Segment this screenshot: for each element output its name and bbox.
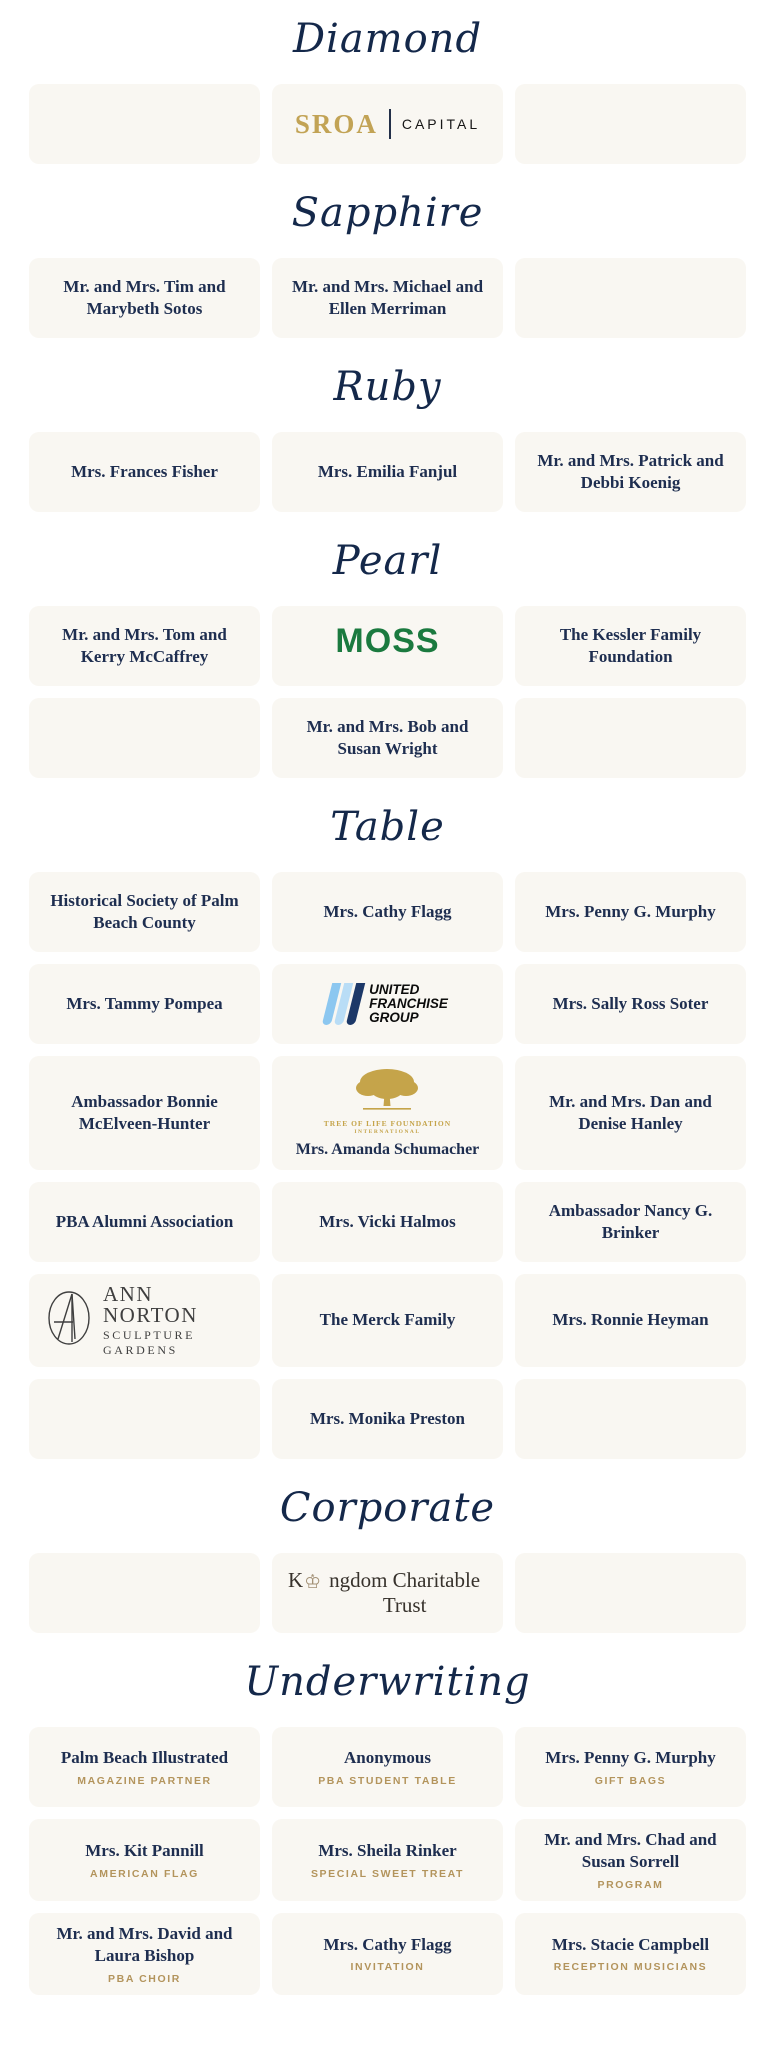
sponsor-card — [515, 1727, 746, 1807]
sponsor-card — [272, 1182, 503, 1262]
ufg-wordmark-line: UNITED — [369, 981, 420, 997]
sponsor-card — [515, 1913, 746, 1995]
sponsor-card — [272, 1819, 503, 1901]
ufg-wordmark-line: GROUP — [369, 1010, 419, 1026]
sponsor-logo-card-moss — [272, 606, 503, 686]
sponsor-card — [515, 1819, 746, 1901]
sponsor-role: MAGAZINE PARTNER — [77, 1774, 212, 1787]
empty-card — [515, 1553, 746, 1633]
sections-root — [29, 16, 746, 1995]
chess-king-icon: ♔ — [304, 1570, 322, 1593]
sponsor-card — [29, 1727, 260, 1807]
sponsor-card — [272, 872, 503, 952]
sponsor-name: Mr. and Mrs. Tim and Marybeth Sotos — [63, 276, 226, 318]
section-table — [29, 804, 746, 1459]
sponsor-card — [515, 606, 746, 686]
sponsor-row — [29, 1379, 746, 1459]
section-pearl — [29, 538, 746, 778]
sponsor-card — [29, 1819, 260, 1901]
sponsor-card — [515, 1274, 746, 1367]
sponsor-card — [29, 872, 260, 952]
sponsor-card — [29, 606, 260, 686]
ufg-wordmark-line: FRANCHISE — [369, 995, 448, 1011]
sponsor-name: Mrs. Sheila Rinker — [318, 1841, 457, 1861]
sponsor-card — [272, 1274, 503, 1367]
sponsor-name: Mrs. Vicki Halmos — [319, 1211, 456, 1231]
kingdom-charitable-trust-logo — [288, 1568, 487, 1618]
sponsor-name: Mr. and Mrs. Tom and Kerry McCaffrey — [62, 624, 227, 666]
empty-card — [515, 1379, 746, 1459]
sponsor-card — [515, 964, 746, 1044]
sponsor-logo-card-treeoflife — [272, 1056, 503, 1170]
moss-logo — [335, 624, 439, 658]
sponsor-role: PBA CHOIR — [108, 1972, 181, 1985]
sponsor-name: Historical Society of Palm Beach County — [50, 890, 239, 932]
sponsor-row — [29, 1819, 746, 1901]
sponsor-name: Mrs. Penny G. Murphy — [545, 901, 716, 921]
sponsor-name: The Kessler Family Foundation — [559, 624, 702, 666]
sponsor-name: Mrs. Frances Fisher — [71, 461, 218, 481]
sponsor-name: Mrs. Stacie Campbell — [551, 1934, 710, 1954]
sponsor-row — [29, 1056, 746, 1170]
sponsor-card — [272, 258, 503, 338]
sponsor-name: Ambassador Bonnie McElveen-Hunter — [71, 1091, 218, 1134]
sponsor-card — [29, 1182, 260, 1262]
sponsor-role: PBA STUDENT TABLE — [318, 1774, 457, 1787]
sponsor-card — [272, 432, 503, 512]
sponsor-row — [29, 258, 746, 338]
section-corporate — [29, 1485, 746, 1633]
sroa-wordmark: SROA — [294, 108, 378, 139]
sponsor-card — [272, 1727, 503, 1807]
sponsor-card — [29, 964, 260, 1044]
sponsor-row — [29, 872, 746, 952]
tree-of-life-wordmark: TREE OF LIFE FOUNDATION — [323, 1119, 452, 1128]
sponsor-name: PBA Alumni Association — [55, 1211, 234, 1231]
sponsor-card — [29, 1056, 260, 1170]
sponsor-card — [515, 1056, 746, 1170]
sponsor-name: Anonymous — [344, 1748, 431, 1768]
sponsor-card — [272, 698, 503, 778]
sponsor-role: PROGRAM — [597, 1878, 664, 1891]
sponsor-name: Mrs. Tammy Pompea — [66, 993, 223, 1013]
sponsor-name: The Merck Family — [319, 1310, 456, 1330]
sponsor-row — [29, 1913, 746, 1995]
sponsor-card — [29, 432, 260, 512]
sponsor-name: Mr. and Mrs. Chad and Susan Sorrell — [544, 1829, 717, 1872]
sponsor-row — [29, 1727, 746, 1807]
sponsor-logo-card-kingdom — [272, 1553, 503, 1633]
sponsor-row — [29, 1182, 746, 1262]
section-title-ruby: Ruby — [333, 364, 442, 410]
sponsor-role: SPECIAL SWEET TREAT — [310, 1867, 465, 1880]
sponsor-card — [29, 258, 260, 338]
ann-norton-wordmark — [103, 1284, 244, 1357]
sponsor-card — [272, 1913, 503, 1995]
tree-of-life-foundation-logo — [324, 1066, 451, 1135]
section-title-underwriting: Underwriting — [244, 1658, 531, 1705]
section-title-diamond: Diamond — [292, 16, 483, 62]
sponsor-name: Mrs. Penny G. Murphy — [545, 1748, 716, 1768]
empty-card — [515, 698, 746, 778]
sponsor-name: Mrs. Emilia Fanjul — [317, 461, 458, 481]
sponsor-name: Mrs. Amanda Schumacher — [295, 1141, 480, 1158]
tree-of-life-subtitle: INTERNATIONAL — [354, 1129, 421, 1135]
sponsor-name: Mrs. Monika Preston — [309, 1408, 466, 1428]
ann-norton-monogram-icon — [45, 1289, 93, 1352]
sponsor-name: Mrs. Cathy Flagg — [323, 1934, 452, 1954]
ufg-wordmark — [369, 983, 448, 1025]
sponsor-row — [29, 432, 746, 512]
sponsor-row — [29, 84, 746, 164]
sponsor-card — [515, 872, 746, 952]
sponsor-logo-card-annnorton — [29, 1274, 260, 1367]
sponsor-card — [515, 432, 746, 512]
tree-icon — [349, 1066, 425, 1117]
section-underwriting — [29, 1659, 746, 1995]
sponsor-role: AMERICAN FLAG — [90, 1867, 199, 1880]
sponsor-card — [29, 1913, 260, 1995]
empty-card — [515, 258, 746, 338]
empty-card — [29, 1553, 260, 1633]
sponsor-name: Mrs. Cathy Flagg — [323, 901, 452, 921]
ann-norton-subtitle: SCULPTURE GARDENS — [103, 1328, 196, 1357]
kingdom-wordmark: ngdom Charitable Trust — [329, 1567, 481, 1617]
section-title-corporate: Corporate — [279, 1484, 496, 1531]
section-sapphire — [29, 190, 746, 338]
sponsor-row — [29, 964, 746, 1044]
sponsor-row — [29, 606, 746, 686]
united-franchise-group-logo — [327, 983, 448, 1025]
sponsor-card — [515, 1182, 746, 1262]
empty-card — [29, 698, 260, 778]
section-diamond — [29, 16, 746, 164]
sponsor-name: Palm Beach Illustrated — [60, 1748, 229, 1768]
ann-norton-sculpture-gardens-logo — [45, 1284, 244, 1357]
moss-letter-o: O — [364, 622, 393, 660]
sponsor-name: Mr. and Mrs. Dan and Denise Hanley — [549, 1091, 712, 1134]
moss-letter-m: M — [335, 622, 365, 660]
sponsor-role: RECEPTION MUSICIANS — [553, 1961, 708, 1974]
sroa-capital-wordmark: CAPITAL — [401, 116, 481, 132]
moss-letters-ss: SS — [392, 622, 440, 660]
sroa-capital-logo — [295, 109, 480, 140]
sroa-divider-icon — [389, 109, 391, 139]
empty-card — [515, 84, 746, 164]
sponsor-role: GIFT BAGS — [594, 1774, 667, 1787]
sponsor-name: Mr. and Mrs. Patrick and Debbi Koenig — [537, 450, 724, 492]
ufg-stripes-icon — [322, 983, 365, 1025]
section-title-pearl: Pearl — [332, 538, 443, 584]
sponsor-name: Mrs. Kit Pannill — [85, 1841, 204, 1861]
sponsor-row — [29, 1553, 746, 1633]
ann-norton-name: ANN NORTON — [103, 1282, 198, 1328]
sponsor-name: Mrs. Ronnie Heyman — [552, 1310, 709, 1330]
sponsor-role: INVITATION — [350, 1961, 425, 1974]
section-title-table: Table — [330, 804, 445, 850]
sponsor-name: Mr. and Mrs. Bob and Susan Wright — [306, 716, 469, 758]
section-title-sapphire: Sapphire — [291, 190, 484, 236]
empty-card — [29, 84, 260, 164]
sponsor-card — [272, 1379, 503, 1459]
sponsor-name: Mr. and Mrs. David and Laura Bishop — [56, 1923, 233, 1966]
sponsor-name: Mr. and Mrs. Michael and Ellen Merriman — [291, 276, 484, 318]
sponsor-name: Ambassador Nancy G. Brinker — [548, 1200, 713, 1243]
section-ruby — [29, 364, 746, 512]
sponsor-name: Mrs. Sally Ross Soter — [552, 993, 709, 1013]
sponsor-logo-card-sroa — [272, 84, 503, 164]
sponsor-row — [29, 1274, 746, 1367]
sponsor-row — [29, 698, 746, 778]
kingdom-prefix: K — [288, 1567, 304, 1592]
empty-card — [29, 1379, 260, 1459]
sponsor-logo-card-ufg — [272, 964, 503, 1044]
